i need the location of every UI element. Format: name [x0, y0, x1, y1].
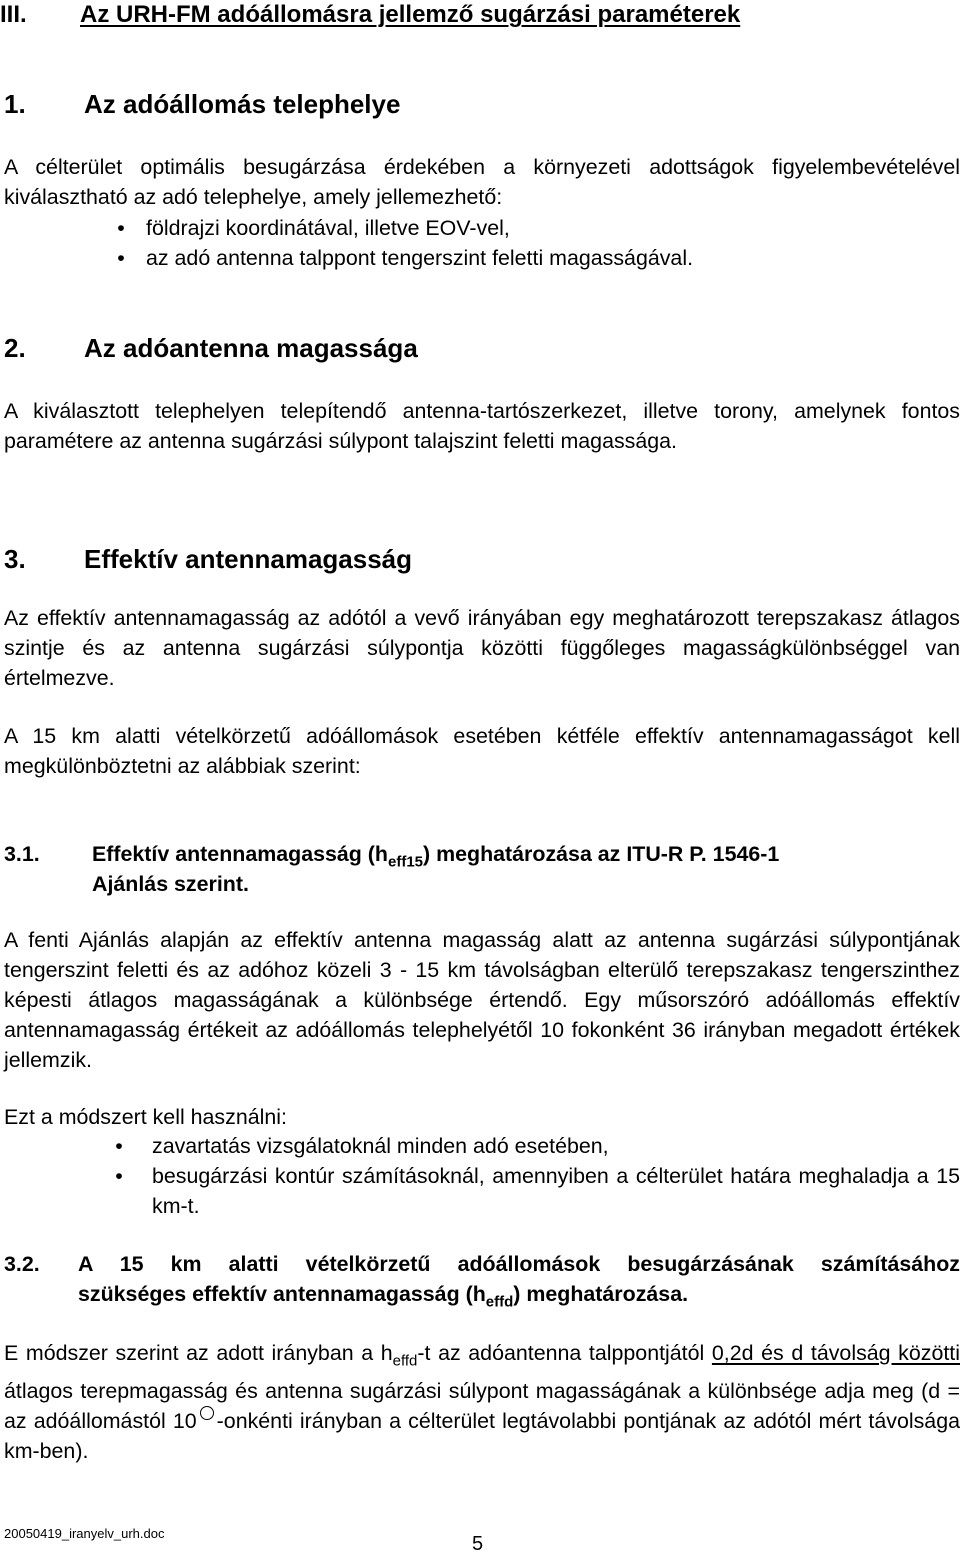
section-3-1-title: Effektív antennamagasság $(h_{eff15})$ meghatározása az ITU-R P. 1546-1 — [92, 842, 780, 871]
method-bullet-item — [104, 1131, 924, 1161]
section-3-paragraph: Az effektív antennamagasság az adótól a vevő irányában egy meghatározott terepszakasz átlagos szintje és az antenna sugárzási súlypontja közötti függőleges magasságkülönbséggel van értelmezve. — [4, 606, 960, 690]
section-3-title: Effektív antennamagasság — [84, 544, 413, 574]
section-3-2-number: 3.2. — [4, 1252, 40, 1276]
footer-page-number: 5 — [472, 1533, 484, 1555]
section-1-bullet-item — [106, 213, 926, 243]
bullet-text: földrajzi koordinátával, illetve EOV-vel, — [146, 216, 510, 240]
main-heading — [0, 0, 960, 36]
section-2-title: Az adóantenna magassága — [84, 333, 418, 363]
section-1-paragraph: A célterület optimális besugárzása érdekében a környezeti adottságok figyelembevételével kiválasztható az adó telephelye, amely jellemezhető: — [4, 155, 960, 209]
section-2-number: 2. — [4, 333, 26, 363]
method-bullet-item — [104, 1161, 960, 1221]
section-3-2-title-line2: szükséges effektív antennamagasság $(h_{effd})$ meghatározása. — [78, 1282, 689, 1311]
section-3-2-heading — [4, 1249, 960, 1309]
method-intro: Ezt a módszert kell használni: — [4, 1105, 287, 1129]
bullet-icon: • — [117, 216, 125, 240]
section-2-paragraph: A kiválasztott telephelyen telepítendő antenna-tartószerkezet, illetve torony, amelynek fontos paramétere az antenna sugárzási súlypont talajszint feletti magassága. — [4, 399, 960, 453]
bullet-icon: • — [117, 246, 125, 270]
section-3-number: 3. — [4, 544, 26, 574]
bullet-text: besugárzási kontúr számításoknál, amennyiben a célterület határa meghaladja a 15 km-t. — [152, 1164, 960, 1218]
section-3-2-title-line1: A 15 km alatti vételkörzetű adóállomások besugárzásának számításához — [78, 1252, 960, 1276]
section-3-1-number: 3.1. — [4, 842, 40, 866]
section-3-2-paragraph: E módszer szerint az adott irányban a $h_{effd}-t$ az adóantenna talppontjától 0,2d és d távolság közötti átlagos terepmagasság és antenna sugárzási súlypont magasságának a különbsége adja meg (d = az adóállomástól 10 -onkénti irányban a célterület legtávolabbi pontjának az adótól mért távolsága km-ben). — [4, 1341, 960, 1464]
section-1-title: Az adóállomás telephelye — [84, 89, 401, 119]
section-1-heading — [4, 88, 904, 122]
section-1-number: 1. — [4, 89, 26, 119]
section-3-1-title-line2: Ajánlás szerint. — [92, 872, 249, 896]
bullet-text: az adó antenna talppont tengerszint feletti magasságával. — [146, 246, 694, 270]
section-3-heading — [4, 543, 904, 577]
section-3-1-paragraph: A fenti Ajánlás alapján az effektív antenna magasság alatt az antenna sugárzási súlypontjának tengerszint feletti és az adóhoz közeli 3 - 15 km távolságban elterülő terepszakasz tengerszinthez képesti átlagos magasságának a különbsége értendő. Egy műsorszóró adóállomás effektív antennamagasság értékeit az adóállomás telephelyétől 10 fokonként 36 irányban megadott értékek jellemzik. — [4, 928, 960, 1072]
bullet-text: zavartatás vizsgálatoknál minden adó esetében, — [152, 1134, 609, 1158]
section-2-heading — [4, 332, 904, 366]
main-heading-number: III. — [0, 1, 27, 28]
footer-filename: 20050419_iranyelv_urh.doc — [4, 1526, 165, 1541]
section-3-1-heading — [4, 839, 954, 899]
section-1-bullet-item — [106, 243, 926, 273]
bullet-icon: • — [115, 1134, 123, 1158]
main-heading-title: Az URH-FM adóállomásra jellemző sugárzási paraméterek — [80, 1, 741, 28]
bullet-icon: • — [115, 1164, 123, 1188]
degree-circle-icon — [200, 1406, 214, 1420]
section-3-paragraph-2: A 15 km alatti vételkörzetű adóállomások esetében kétféle effektív antennamagasságot kell megkülönböztetni az alábbiak szerint: — [4, 724, 960, 778]
